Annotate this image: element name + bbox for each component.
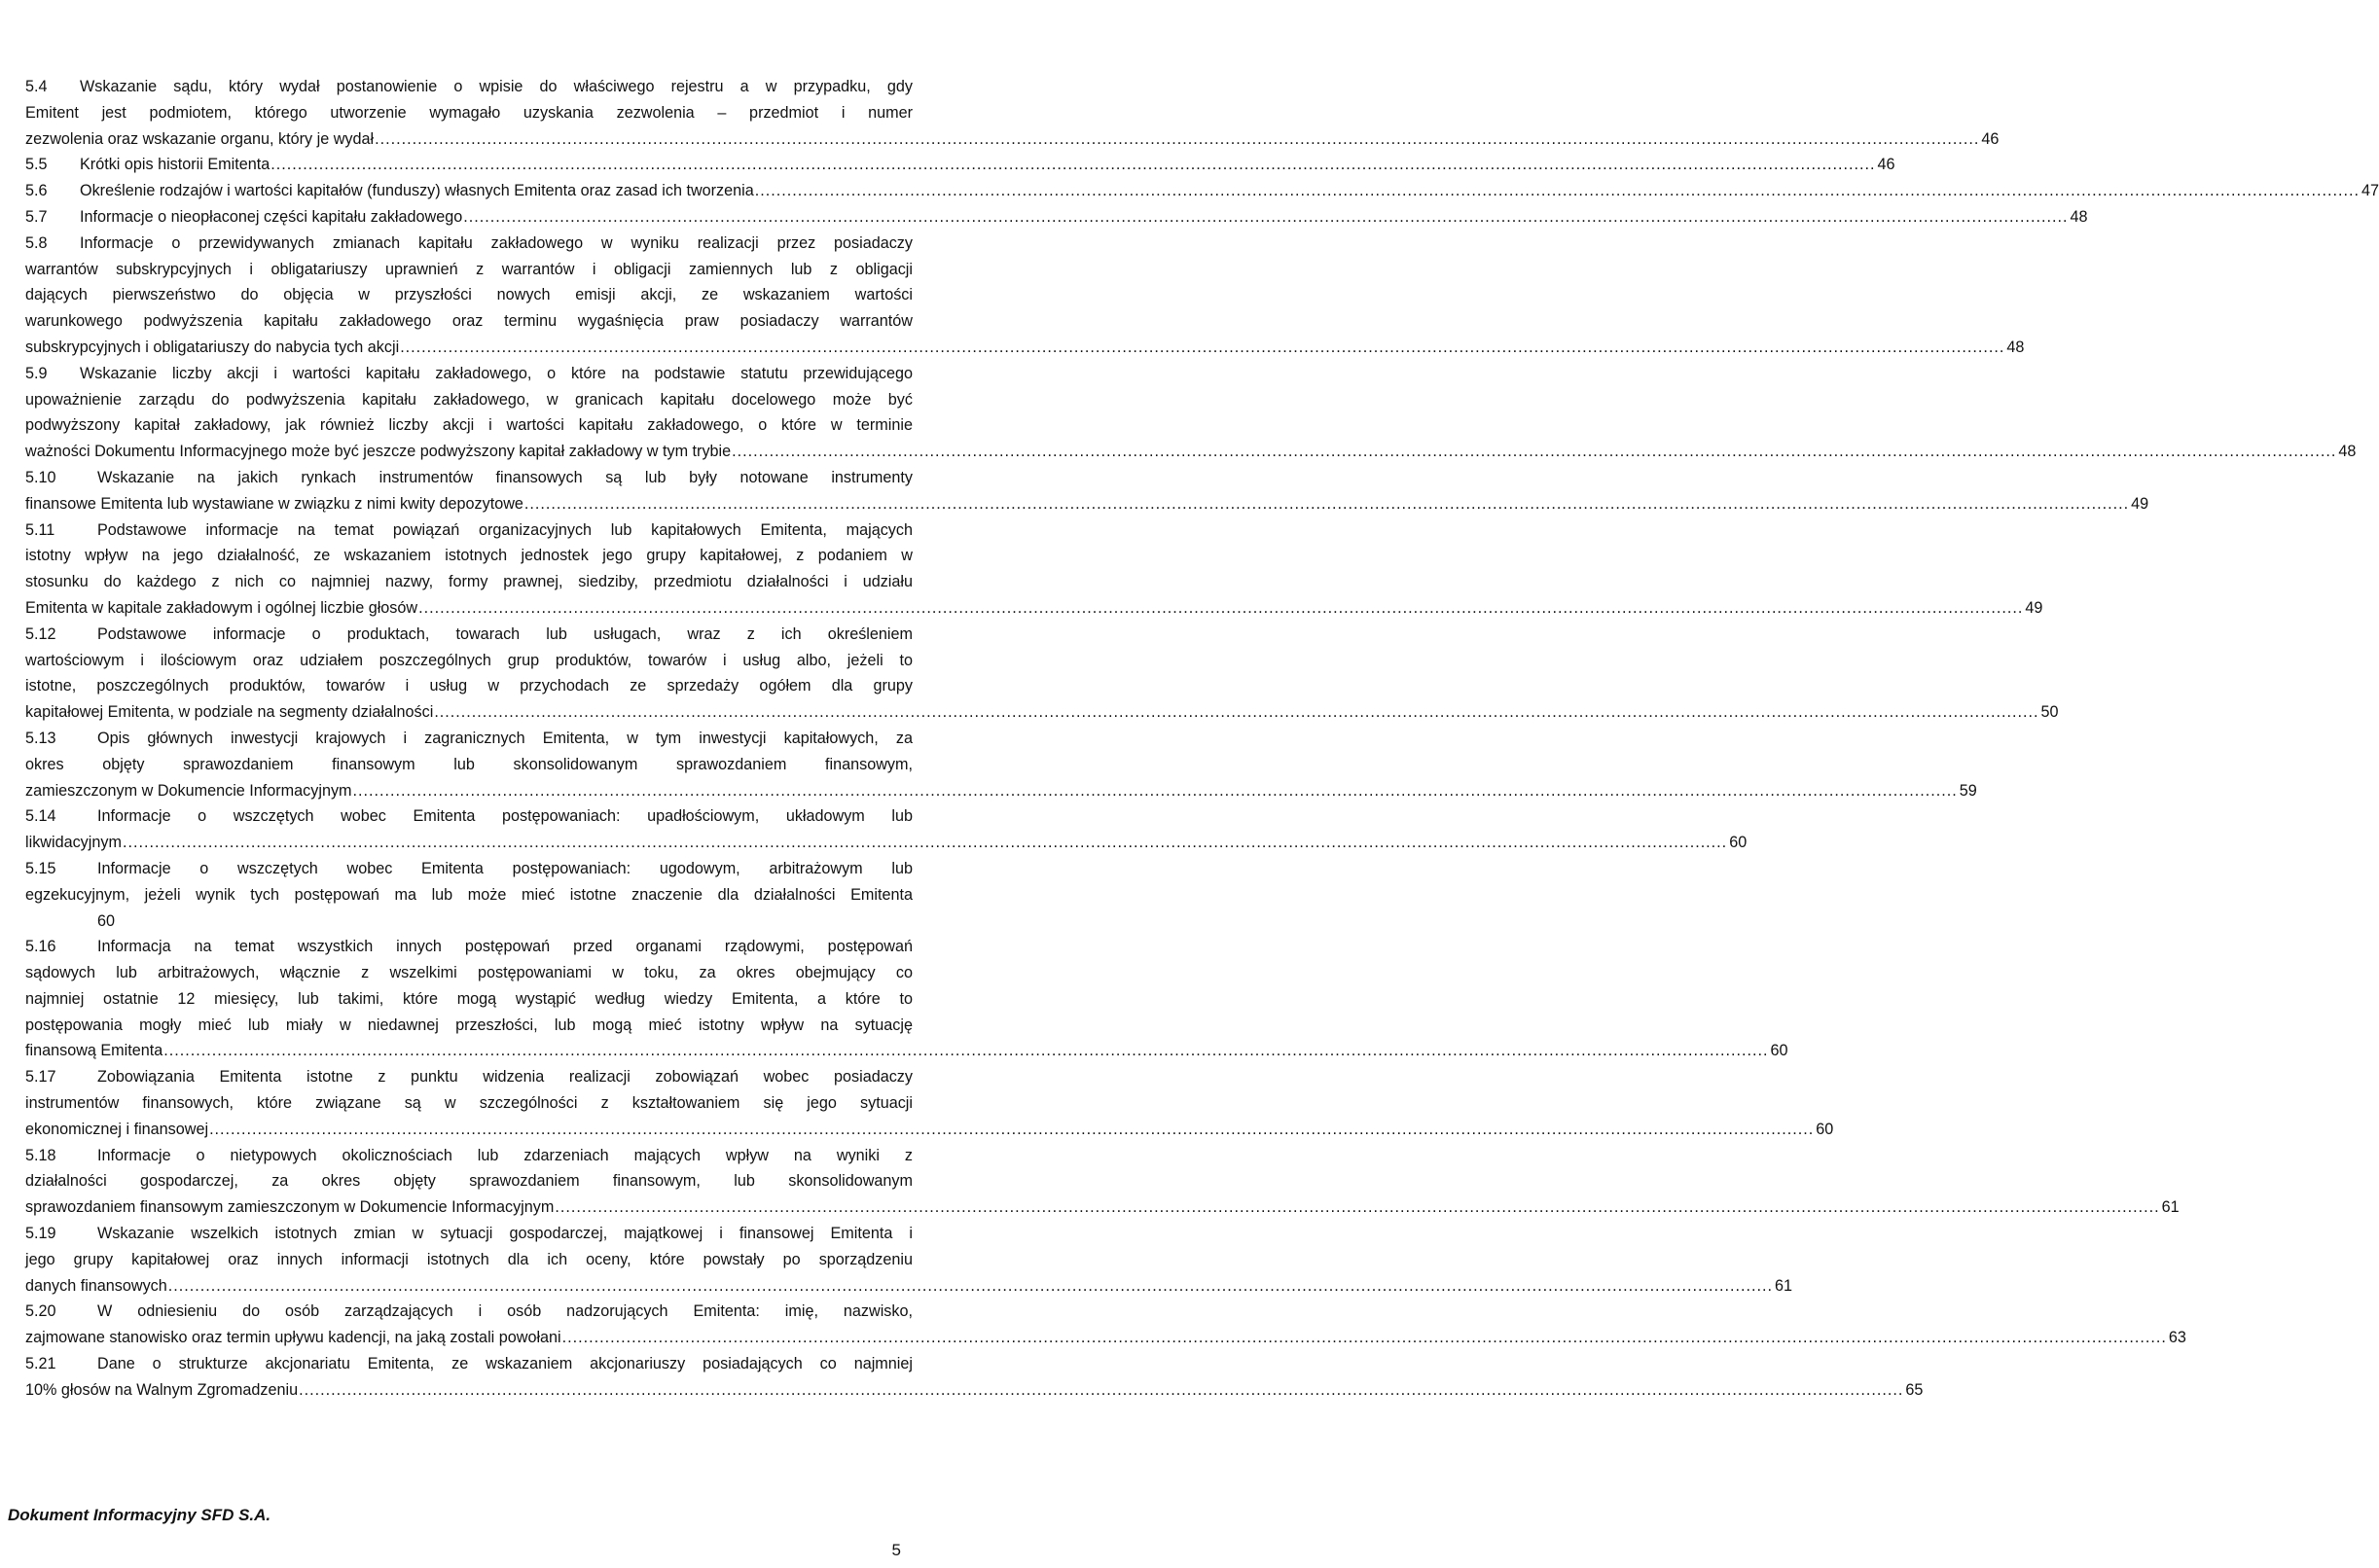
toc-page-number: 60 <box>1770 1042 1788 1060</box>
toc-entry-number: 5.15 <box>25 859 56 877</box>
toc-entry-text: subskrypcyjnych i obligatariuszy do nabycia tych akcji <box>25 338 400 356</box>
toc-entry-number: 5.9 <box>25 364 48 382</box>
toc-entry[interactable] <box>25 1143 2180 1221</box>
toc-entry-number: 5.21 <box>25 1355 56 1373</box>
toc-entry[interactable] <box>25 74 2000 152</box>
toc-entry-text: ważności Dokumentu Informacyjnego może być jeszcze podwyższony kapitał zakładowy w tym trybie <box>25 443 732 461</box>
toc-page-number: 49 <box>2131 494 2149 513</box>
toc-page-number: 48 <box>2006 338 2025 356</box>
toc-entry-text: Krótki opis historii Emitenta <box>80 156 270 174</box>
toc-page-number: 48 <box>2338 443 2357 461</box>
toc-leader-dots: ............................................................................................................................................................................................................................................................................................................ <box>122 834 1728 852</box>
toc-leader-dots: ............................................................................................................................................................................................................................................................................................................ <box>375 129 1980 148</box>
toc-entry-text: ekonomicznej i finansowej <box>25 1120 209 1138</box>
toc-entry[interactable] <box>25 1299 2186 1351</box>
toc-entry-text: Określenie rodzajów i wartości kapitałów (funduszy) własnych Emitenta oraz zasad ich tworzenia <box>80 182 754 200</box>
toc-entry-text: Wskazanie wszelkich istotnych zmian w sytuacji gospodarczej, majątkowej i finansowej Emitenta i <box>97 1225 913 1243</box>
toc-entry-number: 5.4 <box>25 78 48 95</box>
toc-leader-dots: ............................................................................................................................................................................................................................................................................................................ <box>754 182 2360 200</box>
toc-leader-dots: ............................................................................................................................................................................................................................................................................................................ <box>352 781 1958 800</box>
toc-entry-text: Podstawowe informacje na temat powiązań organizacyjnych lub kapitałowych Emitenta, mających <box>97 520 913 539</box>
table-of-contents <box>25 74 2379 1404</box>
toc-entry-text: Informacje o nieopłaconej części kapitału zakładowego <box>80 207 463 226</box>
toc-entry-text: Emitent jest podmiotem, którego utworzenie wymagało uzyskania zezwolenia – przedmiot i numer <box>25 103 913 122</box>
toc-entry-text: dających pierwszeństwo do objęcia w przyszłości nowych emisji akcji, ze wskazaniem wartości <box>25 286 913 304</box>
toc-entry[interactable] <box>25 856 913 934</box>
toc-entry-number: 5.14 <box>25 807 56 826</box>
toc-entry-text: likwidacyjnym <box>25 834 122 852</box>
footer-page-number: 5 <box>891 1541 901 1559</box>
toc-entry-text: Informacja na temat wszystkich innych postępowań przed organami rządowymi, postępowań <box>97 938 913 956</box>
toc-entry-text: istotny wpływ na jego działalność, ze wskazaniem istotnych jednostek jego grupy kapitałowej, z podaniem w <box>25 547 913 565</box>
toc-entry-text: egzekucyjnym, jeżeli wynik tych postępowań ma lub może mieć istotne znaczenie dla działalności Emitenta <box>25 885 913 904</box>
toc-entry-text: warrantów subskrypcyjnych i obligatariuszy uprawnień z warrantów i obligacji zamiennych lub z obligacji <box>25 260 913 278</box>
toc-page-number: 47 <box>2361 182 2379 200</box>
toc-entry-number: 5.13 <box>25 729 56 747</box>
toc-entry-text: Dane o strukturze akcjonariatu Emitenta, ze wskazaniem akcjonariuszy posiadających co najmniej <box>97 1355 913 1373</box>
toc-entry-text: Wskazanie sądu, który wydał postanowienie o wpisie do właściwego rejestru a w przypadku, gdy <box>80 78 913 95</box>
toc-entry[interactable] <box>25 1221 1793 1299</box>
toc-leader-dots: ............................................................................................................................................................................................................................................................................................................ <box>209 1120 1815 1138</box>
toc-entry-number: 5.12 <box>25 624 56 643</box>
toc-entry[interactable] <box>25 204 2088 231</box>
toc-page-number: 59 <box>1959 781 1977 800</box>
toc-entry[interactable] <box>25 361 2357 465</box>
toc-page-number: 50 <box>2040 703 2059 722</box>
toc-entry-text: wartościowym i ilościowym oraz udziałem poszczególnych grup produktów, towarów i usług albo, jeżeli to <box>25 651 913 669</box>
toc-entry-text: Wskazanie na jakich rynkach instrumentów finansowych są lub były notowane instrumenty <box>97 468 913 486</box>
toc-entry-text: zezwolenia oraz wskazanie organu, który je wydał <box>25 129 375 148</box>
toc-entry-text: jego grupy kapitałowej oraz innych informacji istotnych dla ich oceny, które powstały po sporządzeniu <box>25 1250 913 1268</box>
toc-leader-dots: ............................................................................................................................................................................................................................................................................................................ <box>523 494 2130 513</box>
toc-entry-text: warunkowego podwyższenia kapitału zakładowego oraz terminu wygaśnięcia praw posiadaczy warrantów <box>25 312 913 331</box>
toc-entry[interactable] <box>25 517 2043 622</box>
toc-page-number: 60 <box>1729 834 1748 852</box>
toc-entry[interactable] <box>25 622 2059 726</box>
toc-entry[interactable] <box>25 178 2379 204</box>
toc-entry-text: okres objęty sprawozdaniem finansowym lub skonsolidowanym sprawozdaniem finansowym, <box>25 755 913 773</box>
toc-page-number: 65 <box>1905 1380 1924 1399</box>
toc-entry-text: W odniesieniu do osób zarządzających i osób nadzorujących Emitenta: imię, nazwisko, <box>97 1302 913 1321</box>
toc-entry-text: 10% głosów na Walnym Zgromadzeniu <box>25 1380 299 1399</box>
toc-entry-number: 5.5 <box>25 156 48 174</box>
toc-entry-number: 5.7 <box>25 207 48 226</box>
footer-document-title: Dokument Informacyjny SFD S.A. <box>8 1506 271 1524</box>
toc-leader-dots: ............................................................................................................................................................................................................................................................................................................ <box>434 703 2039 722</box>
toc-entry-text: Opis głównych inwestycji krajowych i zagranicznych Emitenta, w tym inwestycji kapitałowych, za <box>97 729 913 747</box>
toc-entry-text: finansową Emitenta <box>25 1042 163 1060</box>
toc-entry-text: danych finansowych <box>25 1276 167 1295</box>
toc-entry-text: Wskazanie liczby akcji i wartości kapitału zakładowego, o które na podstawie statutu przewidującego <box>80 364 913 382</box>
toc-entry-number: 5.17 <box>25 1068 56 1087</box>
toc-entry[interactable] <box>25 803 1748 856</box>
toc-entry-text: kapitałowej Emitenta, w podziale na segmenty działalności <box>25 703 434 722</box>
toc-entry-text: stosunku do każdego z nich co najmniej nazwy, formy prawnej, siedziby, przedmiotu działalności i udziału <box>25 573 913 591</box>
toc-entry-text: sprawozdaniem finansowym zamieszczonym w Dokumencie Informacyjnym <box>25 1198 555 1217</box>
toc-entry-text: sądowych lub arbitrażowych, włącznie z wszelkimi postępowaniami w toku, za okres obejmujący co <box>25 964 913 982</box>
toc-entry-text: istotne, poszczególnych produktów, towarów i usług w przychodach ze sprzedaży ogółem dla grupy <box>25 677 913 695</box>
toc-entry-number: 5.18 <box>25 1146 56 1164</box>
toc-entry-text: upoważnienie zarządu do podwyższenia kapitału zakładowego, w granicach kapitału docelowego może być <box>25 390 913 409</box>
toc-leader-dots: ............................................................................................................................................................................................................................................................................................................ <box>732 443 2337 461</box>
toc-entry[interactable] <box>25 1351 1924 1404</box>
toc-entry-text: podwyższony kapitał zakładowy, jak również liczby akcji i wartości kapitału zakładowego, o które w terminie <box>25 416 913 435</box>
toc-page-number: 61 <box>2161 1198 2180 1217</box>
toc-page-number: 60 <box>1816 1120 1834 1138</box>
toc-entry-number: 5.8 <box>25 233 48 252</box>
toc-page-number: 46 <box>1877 156 1895 174</box>
toc-entry[interactable] <box>25 231 2025 361</box>
toc-entry-text: finansowe Emitenta lub wystawiane w związku z nimi kwity depozytowe <box>25 494 523 513</box>
toc-entry-number: 5.11 <box>25 520 55 539</box>
toc-entry-text: instrumentów finansowych, które związane są w szczególności z kształtowaniem się jego sytuacji <box>25 1094 913 1113</box>
toc-entry-text: Informacje o wszczętych wobec Emitenta postępowaniach: ugodowym, arbitrażowym lub <box>97 859 913 877</box>
toc-leader-dots: ............................................................................................................................................................................................................................................................................................................ <box>418 598 2024 617</box>
toc-entry-number: 5.10 <box>25 468 56 486</box>
toc-entry[interactable] <box>25 726 1977 803</box>
toc-leader-dots: ............................................................................................................................................................................................................................................................................................................ <box>463 207 2069 226</box>
toc-leader-dots: ............................................................................................................................................................................................................................................................................................................ <box>555 1198 2160 1217</box>
toc-entry[interactable] <box>25 1064 1834 1142</box>
toc-leader-dots: ............................................................................................................................................................................................................................................................................................................ <box>270 156 1876 174</box>
toc-page-number: 60 <box>97 911 116 930</box>
toc-entry-number: 5.6 <box>25 182 48 200</box>
toc-entry-text: Zobowiązania Emitenta istotne z punktu widzenia realizacji zobowiązań wobec posiadaczy <box>97 1068 913 1087</box>
toc-entry[interactable] <box>25 934 1788 1064</box>
toc-entry-text: Informacje o wszczętych wobec Emitenta postępowaniach: upadłościowym, układowym lub <box>97 807 913 826</box>
toc-leader-dots: ............................................................................................................................................................................................................................................................................................................ <box>167 1276 1774 1295</box>
toc-entry[interactable] <box>25 465 2149 517</box>
toc-page-number: 49 <box>2025 598 2043 617</box>
toc-leader-dots: ............................................................................................................................................................................................................................................................................................................ <box>561 1329 2167 1347</box>
toc-page-number: 63 <box>2168 1329 2186 1347</box>
toc-entry-text: Podstawowe informacje o produktach, towarach lub usługach, wraz z ich określeniem <box>97 624 913 643</box>
toc-entry-text: działalności gospodarczej, za okres objęty sprawozdaniem finansowym, lub skonsolidowanym <box>25 1172 913 1191</box>
toc-page-number: 48 <box>2070 207 2088 226</box>
toc-entry[interactable] <box>25 152 1895 178</box>
toc-leader-dots: ............................................................................................................................................................................................................................................................................................................ <box>163 1042 1769 1060</box>
toc-entry-text: Informacje o nietypowych okolicznościach lub zdarzeniach mających wpływ na wyniki z <box>97 1146 913 1164</box>
toc-entry-number: 5.19 <box>25 1225 56 1243</box>
toc-leader-dots: ............................................................................................................................................................................................................................................................................................................ <box>400 338 2005 356</box>
toc-entry-number: 5.16 <box>25 938 56 956</box>
toc-entry-number: 5.20 <box>25 1302 56 1321</box>
toc-leader-dots: ............................................................................................................................................................................................................................................................................................................ <box>299 1380 1904 1399</box>
toc-entry-text: zajmowane stanowisko oraz termin upływu kadencji, na jaką zostali powołani <box>25 1329 561 1347</box>
toc-page-number: 61 <box>1775 1276 1793 1295</box>
toc-entry-text: Informacje o przewidywanych zmianach kapitału zakładowego w wyniku realizacji przez posiadaczy <box>80 233 913 252</box>
toc-entry-text: zamieszczonym w Dokumencie Informacyjnym <box>25 781 352 800</box>
toc-entry-text: Emitenta w kapitale zakładowym i ogólnej liczbie głosów <box>25 598 418 617</box>
toc-page-number: 46 <box>1981 129 2000 148</box>
toc-entry-text: najmniej ostatnie 12 miesięcy, lub takimi, które mogą wystąpić według wiedzy Emitenta, a które to <box>25 989 913 1008</box>
toc-entry-text: postępowania mogły mieć lub miały w niedawnej przeszłości, lub mogą mieć istotny wpływ na sytuację <box>25 1016 913 1034</box>
